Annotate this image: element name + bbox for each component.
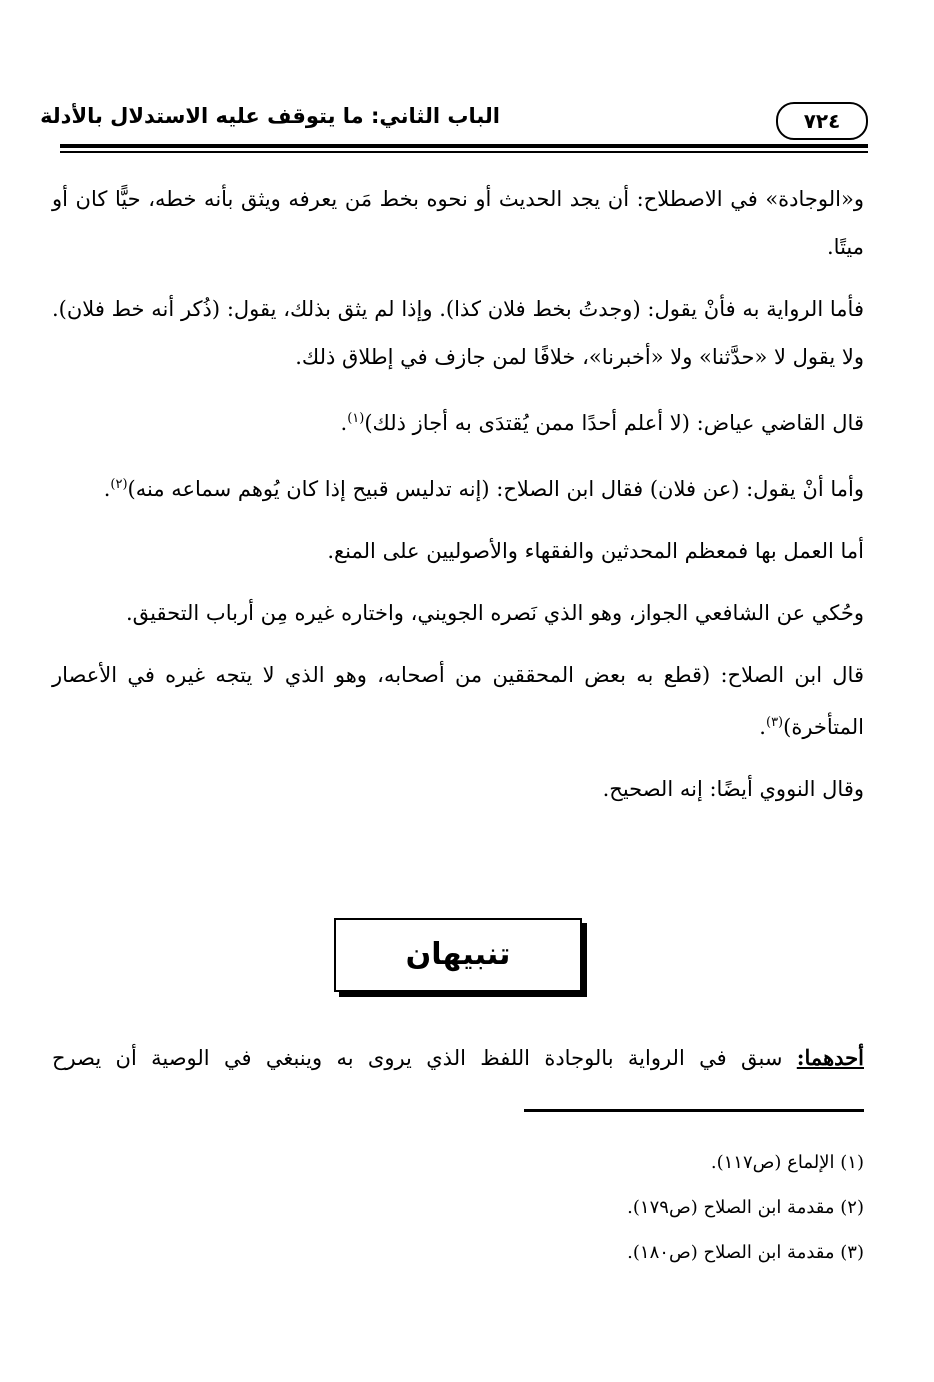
footnote-marker: (١): [347, 411, 365, 426]
paragraph: وأما أنْ يقول: (عن فلان) فقال ابن الصلاح: (إنه تدليس قبيح إذا كان يُوهم سماعه منه)$^{(٢)}$.: [103, 477, 864, 501]
chapter-title: الباب الثاني: ما يتوقف عليه الاستدلال بالأدلة: [40, 104, 500, 128]
final-paragraph: أحدهما: سبق في الرواية بالوجادة اللفظ الذي يروى به وينبغي في الوصية أن يصرح: [52, 1045, 864, 1070]
footnote-marker: (٢): [110, 477, 128, 492]
header-rule-thin: [60, 151, 868, 153]
footnotes: [52, 1140, 864, 1275]
footnote: (٢) مقدمة ابن الصلاح (ص١٧٩).: [627, 1197, 864, 1218]
paragraph: أما العمل بها فمعظم المحدثين والفقهاء والأصوليين على المنع.: [327, 539, 864, 563]
page-header: [40, 102, 868, 148]
paragraph: وحُكي عن الشافعي الجواز، وهو الذي نَصره الجويني، واختاره غيره مِن أرباب التحقيق.: [125, 601, 864, 625]
header-rule-thick: [60, 144, 868, 148]
footnote: (٣) مقدمة ابن الصلاح (ص١٨٠).: [627, 1242, 864, 1263]
body-text: [52, 175, 864, 827]
paragraph-lead: أحدهما:: [796, 1045, 864, 1070]
notice-heading-box: [334, 918, 582, 992]
paragraph: فأما الرواية به فأنْ يقول: (وجدتُ بخط فلان كذا). وإذا لم يثق بذلك، يقول: (ذُكر أنه خط فلان). ولا يقول لا «حدَّثنا» ولا «أخبرنا»، خلافًا لمن جازف في إطلاق ذلك.: [52, 297, 864, 369]
footnote-marker: (٣): [765, 715, 784, 730]
paragraph: وقال النووي أيضًا: إنه الصحيح.: [602, 777, 864, 801]
paragraph: و«الوجادة» في الاصطلاح: أن يجد الحديث أو نحوه بخط مَن يعرفه ويثق بأنه خطه، حيًّا كان أو ميتًا.: [52, 187, 864, 259]
page-number: ٧٢٤: [776, 102, 868, 140]
paragraph: قال القاضي عياض: (لا أعلم أحدًا ممن يُقتدَى به أجاز ذلك)$^{(١)}$.: [340, 411, 864, 435]
paragraph: قال ابن الصلاح: (قطع به بعض المحققين من أصحابه، وهو الذي لا يتجه غيره في الأعصار المتأخرة)$^{(٣)}$.: [52, 663, 864, 739]
footnote-separator: [524, 1109, 864, 1112]
footnote: (١) الإلماع (ص١١٧).: [710, 1152, 864, 1173]
notice-heading: تنبيهان: [405, 937, 511, 972]
